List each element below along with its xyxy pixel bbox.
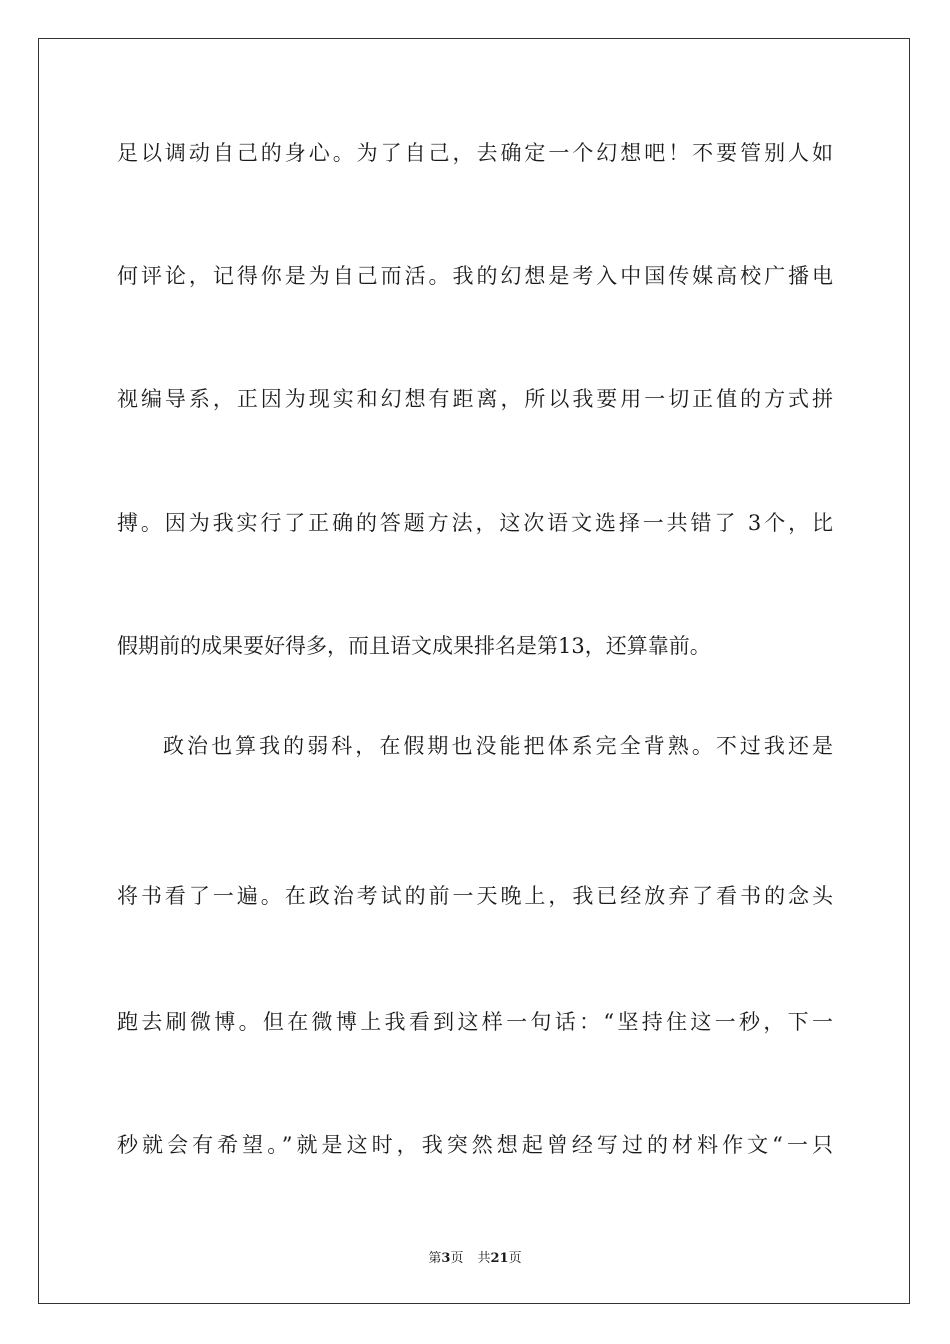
- text-line-4: 搏。因为我实行了正确的答题方法，这次语文选择一共错了 3个，比: [117, 511, 833, 535]
- text-line-1: 足以调动自己的身心。为了自己，去确定一个幻想吧！不要管别人如: [117, 141, 833, 165]
- text-line-2: 何评论，记得你是为自己而活。我的幻想是考入中国传媒高校广播电: [117, 264, 833, 288]
- page-frame: [38, 38, 910, 1304]
- text-line-5: 假期前的成果要好得多，而且语文成果排名是第13，还算靠前。: [117, 634, 711, 658]
- text-line-8: 跑去刷微博。但在微博上我看到这样一句话：“坚持住这一秒，下一: [117, 1010, 833, 1034]
- page-footer: [0, 1247, 950, 1266]
- text-line-7: 将书看了一遍。在政治考试的前一天晚上，我已经放弃了看书的念头: [117, 884, 833, 908]
- text-line-9: 秒就会有希望。”就是这时，我突然想起曾经写过的材料作文“一只: [117, 1133, 833, 1157]
- text-line-3: 视编导系，正因为现实和幻想有距离，所以我要用一切正值的方式拼: [117, 387, 833, 411]
- page-number: 第3页: [428, 1251, 464, 1266]
- page-total: 共21页: [477, 1251, 522, 1266]
- text-line-6-paragraph-start: 政治也算我的弱科，在假期也没能把体系完全背熟。不过我还是: [163, 734, 833, 758]
